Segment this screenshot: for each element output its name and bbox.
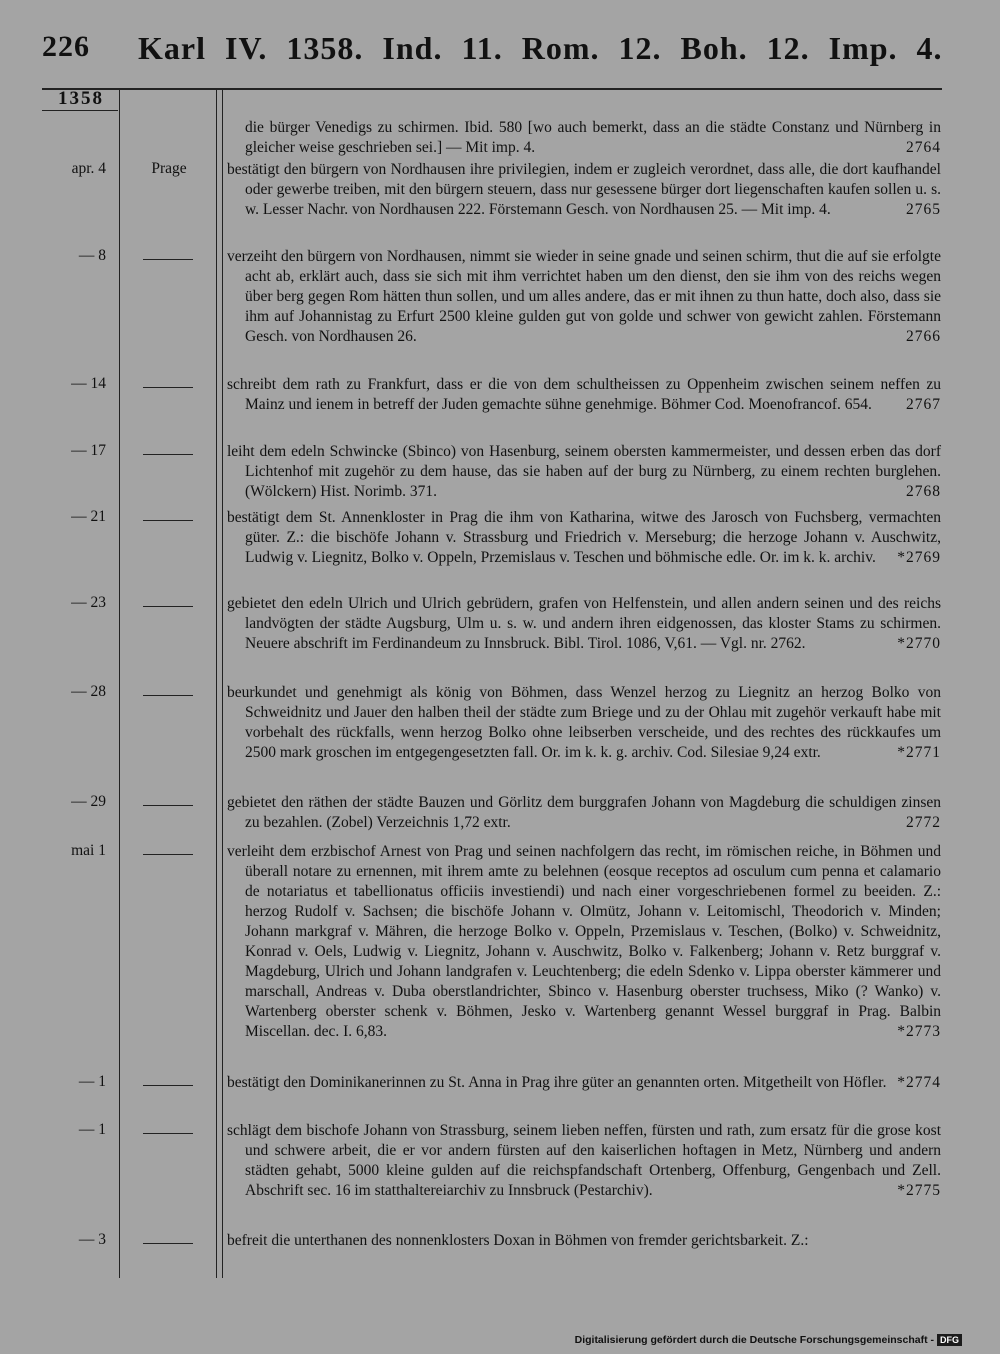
entry-place-ditto bbox=[143, 1085, 193, 1086]
entry-text bbox=[227, 1231, 941, 1251]
entry-body: bestätigt den bürgern von Nordhausen ihre privilegien, indem er zugleich verordnet, dass alle, die dort kaufhandel oder gewerbe treiben, mit den bürgern steuern, dass nur gesessene bürger dort liegenschaften kaufen sollen u. s. w. Lesser Nachr. von Nordhausen 222. Förstemann Gesch. von Nordhausen 25. — Mit imp. 4. bbox=[227, 161, 941, 218]
entry-body: schreibt dem rath zu Frankfurt, dass er die von dem schultheissen zu Oppenheim zwischen seinem neffen zu Mainz und ienem in betreff der Juden gemachte sühne genehmige. Böhmer Cod. Moenofrancof. 654. bbox=[227, 376, 941, 413]
entry-place-ditto bbox=[143, 454, 193, 455]
entry-date: — 23 bbox=[71, 594, 106, 611]
entry-number: *2769 bbox=[897, 549, 941, 566]
running-head: Karl IV. 1358. Ind. 11. Rom. 12. Boh. 12. Imp. 4. bbox=[138, 30, 943, 66]
entry-place-ditto bbox=[143, 854, 193, 855]
entry-body: die bürger Venedigs zu schirmen. Ibid. 580 [wo auch bemerkt, dass an die städte Constanz und Nürnberg in gleicher weise geschrieben sei.] — Mit imp. 4. bbox=[245, 119, 941, 156]
entry-date: — 21 bbox=[71, 508, 106, 525]
entry-place-ditto bbox=[143, 1133, 193, 1134]
entry-place-ditto bbox=[143, 259, 193, 260]
entry-body: schlägt dem bischofe Johann von Strassburg, seinem lieben neffen, fürsten und rath, zum ersatz für die grose kost und schwere arbeit, die er vor andern fürsten auf den kaiserlichen hoftagen in Metz, Nürnberg und andern städten gehabt, 5000 kleine gulden auf die reichspfandschaft Ortenberg, Offenburg, Gengenbach und Zell. Abschrift sec. 16 im statthaltereiarchiv zu Innsbruck (Pestarchiv). bbox=[227, 1122, 941, 1199]
column-divider-date bbox=[119, 88, 120, 1278]
entry-number: 2765 bbox=[906, 201, 941, 218]
entry-text bbox=[227, 160, 941, 220]
entry-place-ditto bbox=[143, 606, 193, 607]
top-rule bbox=[42, 88, 942, 90]
entry-body: bestätigt dem St. Annenkloster in Prag die ihm von Katharina, witwe des Jarosch von Fuchsberg, vermachten güter. Z.: die bischöfe Johann v. Strassburg und Friedrich v. Merseburg; die herzoge Johann v. Auschwitz, Ludwig v. Liegnitz, Bolko v. Oppeln, Przemislaus v. Teschen und böhmische edle. Or. im k. k. archiv. bbox=[227, 509, 941, 566]
entry-place-ditto bbox=[143, 387, 193, 388]
page-number: 226 bbox=[42, 30, 90, 63]
entry-place-ditto bbox=[143, 805, 193, 806]
entry-number: 2764 bbox=[906, 139, 941, 156]
entry-text bbox=[227, 793, 941, 833]
entry-text bbox=[227, 594, 941, 654]
entry-number: *2775 bbox=[897, 1182, 941, 1199]
entry-number: *2774 bbox=[897, 1074, 941, 1091]
entry-body: verzeiht den bürgern von Nordhausen, nimmt sie wieder in seine gnade und seinen schirm, thut die auf sie erfolgte acht ab, erklärt auch, dass sie sich mit ihm verrichtet haben um den dienst, den sie ihm von des reichs wegen über berg gegen Rom hätten thun sollen, und um alles andere, das er mit ihnen zu thun hatte, doch also, dass sie ihm auf Johannistag zu Erfurt 2500 kleine gulden gut von golde und schwer von gewicht zahlen. Förstemann Gesch. von Nordhausen 26. bbox=[227, 248, 941, 345]
entry-body: gebietet den räthen der städte Bauzen und Görlitz dem burggrafen Johann von Magdeburg die schuldigen zinsen zu bezahlen. (Zobel) Verzeichnis 1,72 extr. bbox=[227, 794, 941, 831]
entry-text bbox=[227, 683, 941, 763]
entry-body: beurkundet und genehmigt als könig von Böhmen, dass Wenzel herzog zu Liegnitz an herzog Bolko von Schweidnitz und Jauer den halben theil der städte zum Briege und zu der Ohlau mit zugehör verkauft habe mit vorbehalt des rückfalls, wenn herzog Bolko ohne leibserben verscheide, und des rechtes des rückkaufes um 2500 mark groschen im entgegengesetzten fall. Or. im k. k. g. archiv. Cod. Silesiae 9,24 extr. bbox=[227, 684, 941, 761]
entry-text bbox=[227, 1073, 941, 1093]
entry-date: — 28 bbox=[71, 683, 106, 700]
column-divider-place bbox=[216, 88, 217, 1278]
entry-body: bestätigt den Dominikanerinnen zu St. Anna in Prag ihre güter an genannten orten. Mitgetheilt von Höfler. bbox=[227, 1074, 887, 1091]
entry-date: — 14 bbox=[71, 375, 106, 392]
entry-date: — 3 bbox=[78, 1231, 106, 1248]
entry-date: — 1 bbox=[78, 1073, 106, 1090]
entry-number: 2768 bbox=[906, 483, 941, 500]
entry-number: *2771 bbox=[897, 744, 941, 761]
entry-date: — 8 bbox=[78, 247, 106, 264]
entry-date: — 1 bbox=[78, 1121, 106, 1138]
column-divider-text bbox=[222, 88, 223, 1278]
entry-number: *2770 bbox=[897, 635, 941, 652]
entry-place-ditto bbox=[143, 520, 193, 521]
entry-place: Prage bbox=[151, 160, 187, 177]
entry-number: *2773 bbox=[897, 1023, 941, 1040]
entry-text bbox=[227, 842, 941, 1042]
entry-text bbox=[227, 442, 941, 502]
entry-body: befreit die unterthanen des nonnenklosters Doxan in Böhmen von fremder gerichtsbarkeit. Z.: bbox=[227, 1232, 809, 1249]
entry-date: apr. 4 bbox=[71, 160, 106, 177]
entry-number: 2767 bbox=[906, 396, 941, 413]
year-label: 1358 bbox=[58, 88, 104, 109]
entry-body: gebietet den edeln Ulrich und Ulrich gebrüdern, grafen von Helfenstein, und allen andern seinen und des reichs landvögten der städte Augsburg, Ulm u. s. w. und andern ihren eidgenossen, das kloster Stams zu schirmen. Neuere abschrift im Ferdinandeum zu Innsbruck. Bibl. Tirol. 1086, V,61. — Vgl. nr. 2762. bbox=[227, 595, 941, 652]
entry-date: — 17 bbox=[71, 442, 106, 459]
dfg-logo: DFG bbox=[937, 1334, 962, 1346]
year-underline bbox=[42, 110, 118, 111]
entry-number: 2772 bbox=[906, 814, 941, 831]
entry-text bbox=[227, 118, 941, 158]
entry-text bbox=[227, 1121, 941, 1201]
entry-place-ditto bbox=[143, 1243, 193, 1244]
entry-text bbox=[227, 375, 941, 415]
entry-text bbox=[227, 247, 941, 347]
footer-credit bbox=[575, 1334, 962, 1346]
entry-text bbox=[227, 508, 941, 568]
footer-credit-text: Digitalisierung gefördert durch die Deutsche Forschungsgemeinschaft - bbox=[574, 1334, 934, 1346]
entry-place-ditto bbox=[143, 695, 193, 696]
entry-body: leiht dem edeln Schwincke (Sbinco) von Hasenburg, seinem obersten kammermeister, und dessen erben das dorf Lichtenhof mit zugehör zu dem hause, das sie haben auf der burg zu Nürnberg, zu einem rechten burglehen. (Wölckern) Hist. Norimb. 371. bbox=[227, 443, 941, 500]
entry-date: mai 1 bbox=[71, 842, 106, 859]
entry-number: 2766 bbox=[906, 328, 941, 345]
entry-body: verleiht dem erzbischof Arnest von Prag und seinen nachfolgern das recht, im römischen reiche, in Böhmen und überall notare zu ernennen, mit ihrem amte zu belehnen (eosque receptos ad osculum cum penna et calamario de notariatus et tabellionatus officiis investiendi) und nach einer vorgeschriebenen formel zu beeiden. Z.: herzog Rudolf v. Sachsen; die bischöfe Johann v. Olmütz, Johann v. Leitomischl, Theodorich v. Minden; Johann markgraf v. Mähren, die herzoge Bolko v. Oppeln, Przemislaus v. Teschen, (Bolko) v. Schweidnitz, Konrad v. Oels, Ludwig v. Liegnitz, Johann v. Auschwitz, Bolko v. Falkenberg; Johann v. Retz burggraf v. Magdeburg, Ulrich und Johann landgrafen v. Leuchtenberg; die edeln Sdenko v. Lippa oberster kämmerer und marschall, Andreas v. Duba oberstlandrichter, Sbinco v. Hasenburg oberster truchsess, Miko (? Wanko) v. Wartenberg oberster schenk v. Böhmen, Jesko v. Wartenberg genannt Wessel burggraf in Prag. Balbin Miscellan. dec. I. 6,83. bbox=[227, 843, 941, 1040]
entry-date: — 29 bbox=[71, 793, 106, 810]
